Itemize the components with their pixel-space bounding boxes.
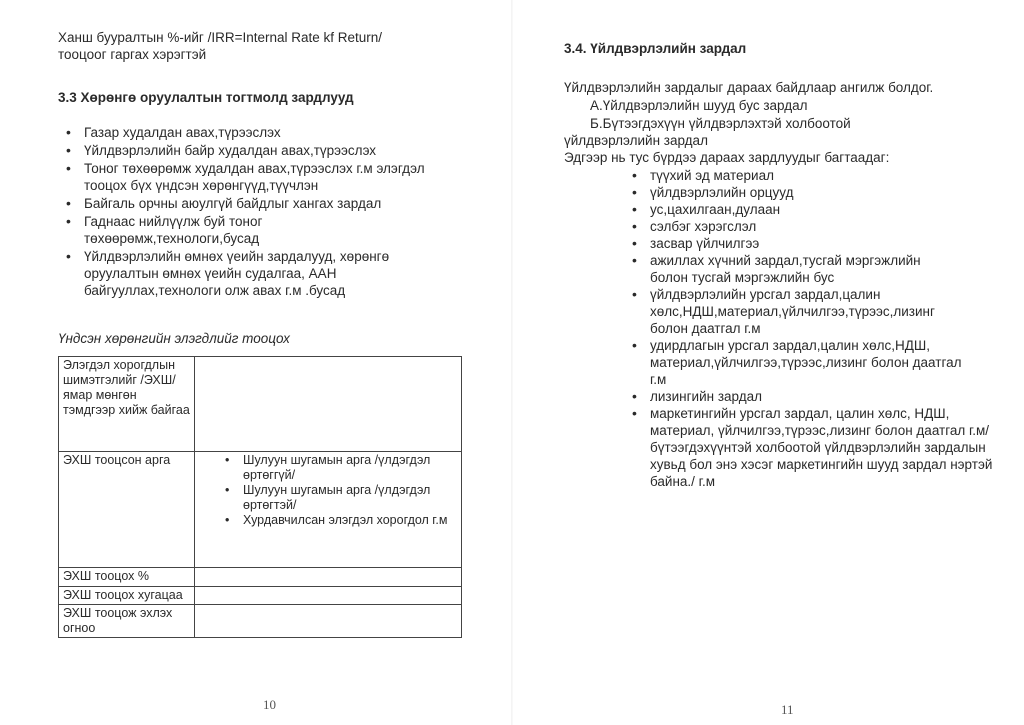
list-item: • Үйлдвэрлэлийн байр худалдан авах,түрээслэх <box>58 142 473 159</box>
list-item: • Хурдавчилсан элэгдэл хорогдол г.м <box>225 513 457 528</box>
section-heading: 3.4. Үйлдвэрлэлийн зардал <box>564 41 747 56</box>
table-caption: Үндсэн хөрөнгийн элэгдлийг тооцох <box>58 331 290 346</box>
list-item: • удирдлагын урсгал зардал,цалин хөлс,НДШ, материал,үйлчилгээ,түрээс,лизинг болон даатгал г.м <box>624 337 975 388</box>
right-page <box>512 0 1024 725</box>
paragraph-line: үйлдвэрлэлийн зардал <box>564 133 708 148</box>
table-cell-label: ЭХШ тооцох % <box>59 568 195 587</box>
intro-line: Ханш бууралтын %-ийг /IRR=Internal Rate kf Return/ <box>58 30 383 45</box>
list-item: • Гаднаас нийлүүлж буй тоног төхөөрөмж,технологи,бусад <box>58 213 334 247</box>
list-item: • ажиллах хүчний зардал,тусгай мэргэжлийн болон тусгай мэргэжлийн бус <box>624 252 950 286</box>
list-item: • Газар худалдан авах,түрээслэх <box>58 124 473 141</box>
method-list <box>199 453 457 528</box>
table-row <box>59 452 462 568</box>
fixed-cost-list <box>58 124 473 299</box>
list-item: • Үйлдвэрлэлийн өмнөх үеийн зардалууд, хөрөнгө оруулалтын өмнөх үеийн судалгаа, ААН байгууллах,технологи олж авах г.м .бусад <box>58 248 464 299</box>
list-item: • лизингийн зардал <box>624 388 969 405</box>
page-number: 10 <box>263 697 276 712</box>
paragraph-line: Үйлдвэрлэлийн зардалыг дараах байдлаар ангилж болдог. <box>564 80 934 95</box>
table-cell-value <box>195 605 462 638</box>
table-row <box>59 605 462 638</box>
list-item: • үйлдвэрлэлийн орцууд <box>624 184 969 201</box>
list-item: • сэлбэг хэрэгслэл <box>624 218 969 235</box>
table-cell-value <box>195 587 462 605</box>
table-cell-value <box>195 452 462 568</box>
table-cell-label: ЭХШ тооцох хугацаа <box>59 587 195 605</box>
table-cell-value <box>195 357 462 452</box>
list-item: • Байгаль орчны аюулгүй байдлыг хангах зардал <box>58 195 473 212</box>
table-row <box>59 357 462 452</box>
cost-item-list <box>624 167 993 490</box>
list-item: • үйлдвэрлэлийн урсгал зардал,цалин хөлс,НДШ,материал,үйлчилгээ,түрээс,лизинг болон даатгал г.м <box>624 286 975 337</box>
list-item: • Шулуун шугамын арга /үлдэгдэл өртөгтэй/ <box>225 483 457 513</box>
paragraph-line: Б.Бүтээгдэхүүн үйлдвэрлэхтэй холбоотой <box>590 116 851 131</box>
list-item: • маркетингийн урсгал зардал, цалин хөлс, НДШ, материал, үйлчилгээ,түрээс,лизинг болон даатгал г.м/ бүтээгдэхүүнтэй холбоотой үйлдвэрлэлийн зардалын хувьд бол энэ хэсэг маркетингийн шууд зардал нэртэй байна./ г.м <box>624 405 995 490</box>
table-cell-value <box>195 568 462 587</box>
table-row <box>59 568 462 587</box>
list-item: • Шулуун шугамын арга /үлдэгдэл өртөггүй/ <box>225 453 457 483</box>
table-cell-label: ЭХШ тооцсон арга <box>59 452 195 568</box>
section-heading: 3.3 Хөрөнгө оруулалтын тогтмолд зардлууд <box>58 90 354 105</box>
table-cell-label: Элэгдэл хорогдлын шимэтгэлийг /ЭХШ/ ямар мөнгөн тэмдгээр хийж байгаа <box>59 357 195 452</box>
list-item: • ус,цахилгаан,дулаан <box>624 201 969 218</box>
table-cell-label: ЭХШ тооцож эхлэх огноо <box>59 605 195 638</box>
list-item: • засвар үйлчилгээ <box>624 235 969 252</box>
table-row <box>59 587 462 605</box>
list-item: • түүхий эд материал <box>624 167 969 184</box>
intro-line: тооцоог гаргах хэрэгтэй <box>58 47 207 62</box>
page-number: 11 <box>781 702 794 717</box>
list-item: • Тоног төхөөрөмж худалдан авах,түрээслэх г.м элэгдэл тооцох бүх үндсэн хөрөнгүүд,түүчлэн <box>58 160 439 194</box>
paragraph-line: Эдгээр нь тус бүрдээ дараах зардлуудыг багтаадаг: <box>564 150 890 165</box>
depreciation-table <box>58 356 462 638</box>
paragraph-line: А.Үйлдвэрлэлийн шууд бус зардал <box>590 98 808 113</box>
